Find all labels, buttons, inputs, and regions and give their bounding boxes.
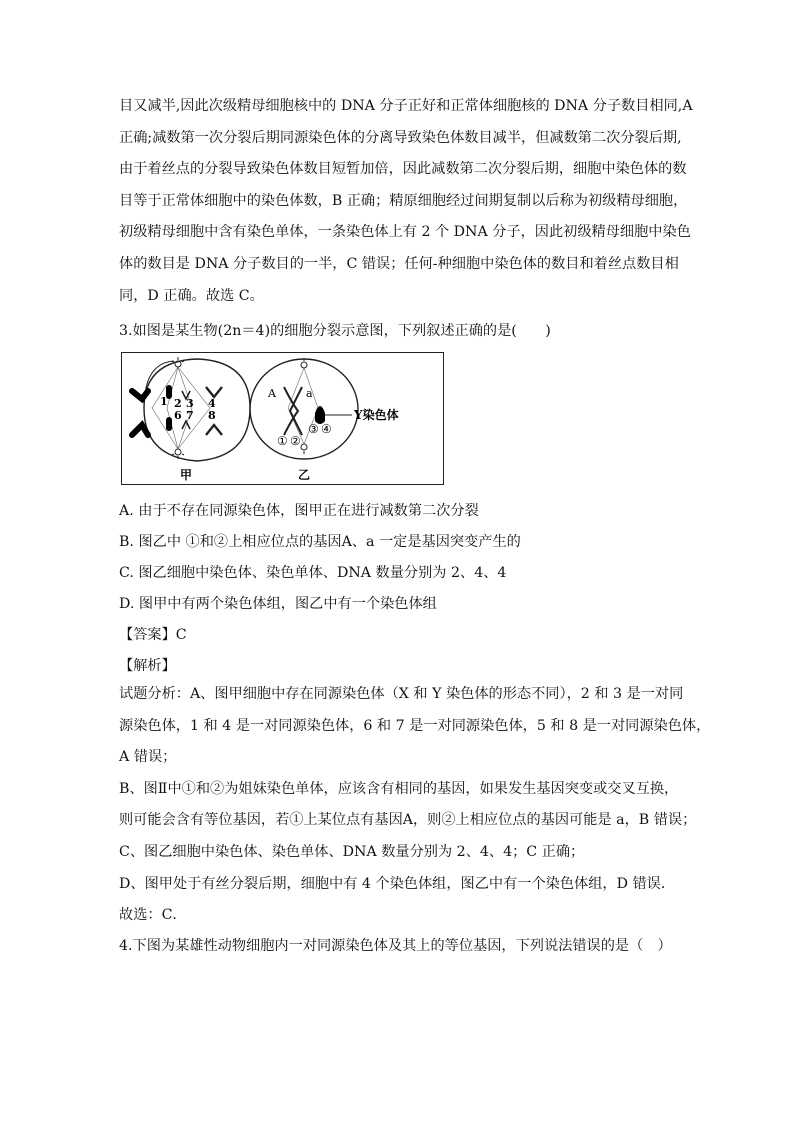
gene-label-A: A xyxy=(268,387,276,400)
gene-label-a: a xyxy=(306,387,313,400)
analysis-line: B、图Ⅱ中①和②为姐妹染色单体，应该含有相同的基因，如果发生基因突变或交叉互换， xyxy=(119,780,679,797)
answer-line: 【答案】C xyxy=(119,627,187,643)
intro-line: 同，D 正确。故选 C。 xyxy=(119,287,264,304)
chromosome-label: 3 xyxy=(186,397,194,410)
intro-line: 目又减半,因此次级精母细胞核中的 DNA 分子正好和正常体细胞核的 DNA 分子数目相同,A xyxy=(119,98,693,114)
figure-label-jia: 甲 xyxy=(180,468,193,482)
option-b: B. 图乙中 ①和②上相应位点的基因A、a 一定是基因突变产生的 xyxy=(119,534,521,550)
analysis-line: 故选：C． xyxy=(119,907,187,924)
sun-icon xyxy=(172,449,184,459)
y-chromosome-label: Y染色体 xyxy=(354,408,399,422)
chromatid-label: ③ xyxy=(308,422,319,436)
chromatid-label: ② xyxy=(290,434,301,448)
analysis-line: 试题分析：A、图甲细胞中存在同源染色体（X 和 Y 染色体的形态不同），2 和 3 是一对同 xyxy=(119,686,684,702)
intro-line: 由于着丝点的分裂导致染色体数目短暂加倍，因此减数第二次分裂后期，细胞中染色体的数 xyxy=(119,161,687,178)
option-c: C. 图乙细胞中染色体、染色单体、DNA 数量分别为 2、4、4 xyxy=(119,565,507,581)
analysis-line: D、图甲处于有丝分裂后期，细胞中有 4 个染色体组，图乙中有一个染色体组，D 错误． xyxy=(119,875,676,892)
cell-division-svg xyxy=(122,353,443,484)
question-3-stem: 3.如图是某生物(2n＝4)的细胞分裂示意图，下列叙述正确的是( ) xyxy=(119,323,551,339)
analysis-paragraph xyxy=(119,679,711,932)
question-4-stem: 4.下图为某雄性动物细胞内一对同源染色体及其上的等位基因，下列说法错误的是（ ） xyxy=(119,938,672,954)
analysis-line: A 错误； xyxy=(119,749,177,766)
figure-label-yi: 乙 xyxy=(298,468,311,482)
chromosome-label: 1 xyxy=(160,395,168,408)
chromosome-label: 7 xyxy=(186,409,194,422)
chromosome-label: 8 xyxy=(208,409,216,422)
intro-line: 初级精母细胞中含有染色单体，一条染色体上有 2 个 DNA 分子，因此初级精母细胞中染色 xyxy=(119,224,691,241)
cell-jia xyxy=(132,357,262,482)
intro-line: 体的数目是 DNA 分子数目的一半，C 错误；任何-种细胞中染色体的数目和着丝点数目相 xyxy=(119,255,679,272)
chromatid-label: ① xyxy=(277,434,288,448)
chromosome-label: 5 xyxy=(136,405,144,418)
analysis-line: 则可能会含有等位基因，若①上某位点有基因A，则②上相应位点的基因可能是 a，B 错误； xyxy=(119,812,697,829)
intro-line: 目等于正常体细胞中的染色体数，B 正确；精原细胞经过间期复制以后称为初级精母细胞， xyxy=(119,192,688,209)
analysis-line: 源染色体，1 和 4 是一对同源染色体，6 和 7 是一对同源染色体，5 和 8 是一对同源染色体， xyxy=(119,717,711,734)
analysis-line: C、图乙细胞中染色体、染色单体、DNA 数量分别为 2、4、4；C 正确； xyxy=(119,843,585,860)
intro-paragraph xyxy=(119,91,693,312)
analysis-title: 【解析】 xyxy=(119,658,176,674)
intro-line: 正确;减数第一次分裂后期同源染色体的分离导致染色体数目减半，但减数第二次分裂后期, xyxy=(119,129,682,146)
chromosome-label: 2 xyxy=(174,397,182,410)
chromosome-label: 6 xyxy=(174,409,182,422)
cell-yi xyxy=(250,358,399,482)
sun-icon xyxy=(301,444,307,454)
option-a: A. 由于不存在同源染色体，图甲正在进行减数第二次分裂 xyxy=(119,503,479,519)
cell-division-figure xyxy=(121,352,444,485)
chromosome-label: 4 xyxy=(208,397,216,410)
chromatid-label: ④ xyxy=(321,422,332,436)
option-d: D. 图甲中有两个染色体组，图乙中有一个染色体组 xyxy=(119,596,437,612)
